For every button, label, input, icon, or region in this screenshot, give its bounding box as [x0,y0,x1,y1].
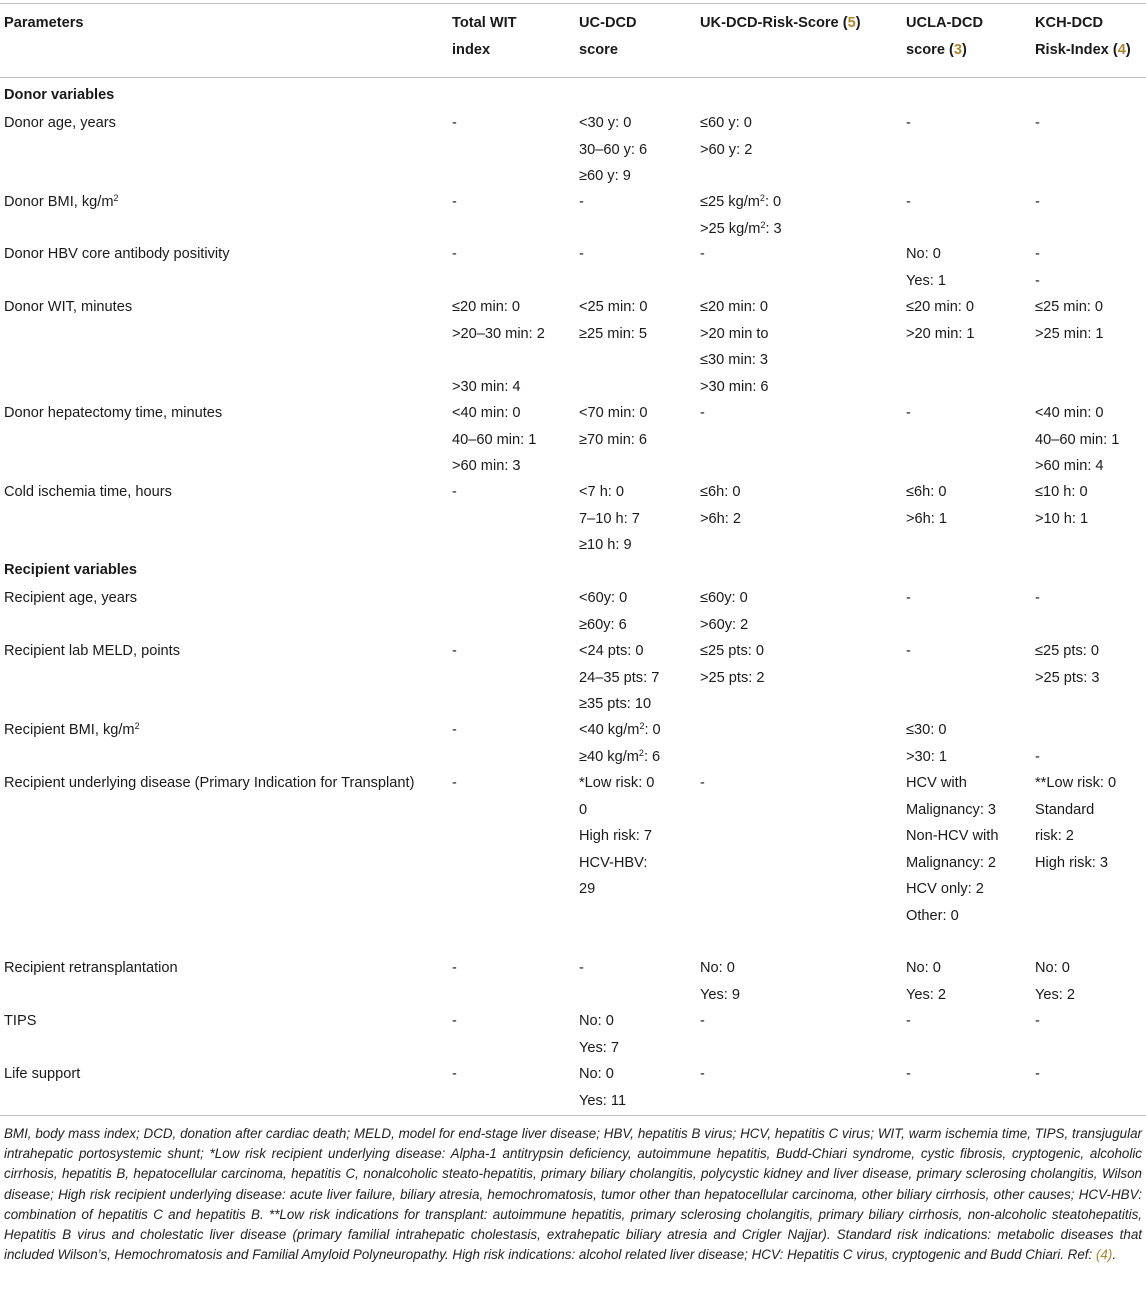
uc-dcd-cell [579,638,659,718]
cell-line: - [700,405,705,421]
cell-line: <60y: 0 [579,590,628,606]
uc-dcd-cell [579,955,584,982]
cell-line: 30–60 y: 6 [579,141,648,158]
header-rule [0,77,1146,78]
kch-dcd-cell [1035,400,1119,480]
uc-dcd-cell [579,1061,626,1114]
cell-line: Yes: 1 [906,272,947,289]
cell-line: No: 0 [579,1013,614,1029]
cell-line: - [906,643,911,659]
table-footnote: BMI, body mass index; DCD, donation after cardiac death; MELD, model for end-stage liver disease; HBV, hepatitis B virus; HCV, hepatitis C virus; WIT, warm ischemia time, TIPS, transjugular intrahepatic portosystemic shunt; *Low risk recipient underlying disease: Alpha-1 antitrypsin deficiency, autoimmune hepatitis, Budd-Chiari syndrome, cystic fibrosis, cryptogenic, alcoholic cirrhosis, hepatitis B, hepatocellular carcinoma, hepatitis C, nonalcoholic steato-hepatitis, primary biliary cholangitis, polycystic kidney and liver disease, primary sclerosing cholangitis, Wilson disease; High risk recipient underlying disease: acute liver failure, biliary atresia, hemochromatosis, tumor other than hepatocellular carcinoma, other biliary cirrhosis, other causes; HCV-HBV: combination of hepatitis C and hepatitis B. **Low risk indications for transplant: autoimmune hepatitis, primary sclerosing cholangitis, primary biliary cirrhosis, non-alcoholic steatohepatitis, Hepatitis B virus and cholestatic liver disease (primary familial intrahepatic cholestasis, extrahepatic biliary atresia and Crigler Najjar). Standard risk indications: metabolic diseases that included Wilson’s, Hemochromatosis and Familial Amyloid Polyneuropathy. High risk indications: alcohol related liver disease; HCV: Hepatitis C virus, cryptogenic and Budd Chiari. Ref: (4). [4,1126,1142,1263]
cell-line: - [452,960,457,976]
cell-line: Yes: 2 [906,986,947,1003]
kch-dcd-cell [1035,110,1040,137]
total-wit-cell [452,189,457,216]
total-wit-cell [452,638,457,665]
cell-line: ≤20 min: 0 [452,299,521,315]
cell-line: - [1035,748,1040,765]
cell-line: - [1035,115,1040,131]
ucla-dcd-cell [906,770,998,929]
uk-dcd-cell [700,955,740,1008]
cell-line: 29 [579,881,596,897]
cell-line: - [700,775,705,791]
cell-line: - [906,1066,911,1082]
cell-line: <7 h: 0 [579,484,625,500]
total-wit-cell [452,241,457,268]
parameter-label: Recipient retransplantation [4,960,178,976]
kch-dcd-cell [1035,294,1104,347]
cell-line: 24–35 pts: 7 [579,669,660,686]
kch-dcd-cell [1035,189,1040,216]
kch-dcd-cell [1035,585,1040,612]
cell-line: - [452,643,457,659]
cell-line: <40 min: 0 [1035,405,1104,421]
cell-line: - [452,484,457,500]
cell-line: ≤25 $kg/m^2$: 0 [700,193,782,210]
cell-line: 40–60 min: 1 [1035,431,1120,448]
uk-dcd-cell [700,1061,705,1088]
total-wit-cell [452,110,457,137]
cell-line: <24 pts: 0 [579,643,644,659]
cell-line: ≤30 min: 3 [700,352,769,368]
header-ucla-dcd: UCLA-DCD score (3) [906,15,984,58]
parameter-label: Cold ischemia time, hours [4,484,172,500]
kch-dcd-cell [1035,479,1088,532]
cell-line: ≤25 min: 0 [1035,299,1104,315]
uk-dcd-cell [700,294,769,400]
cell-line: ≤6h: 0 [906,484,947,500]
cell-line: No: 0 [579,1066,614,1082]
cell-line: ≤25 pts: 0 [1035,643,1099,659]
uc-dcd-cell [579,294,648,347]
uc-dcd-cell [579,585,627,638]
kch-dcd-cell [1035,770,1116,876]
uk-dcd-cell [700,638,765,691]
cell-line: - [1035,590,1040,606]
cell-line: >60 y: 2 [700,141,753,158]
total-wit-cell [452,294,545,400]
ucla-dcd-cell [906,717,947,770]
top-rule [0,3,1146,4]
cell-line: - [579,960,584,976]
ucla-dcd-cell [906,294,975,347]
uk-dcd-cell [700,110,752,163]
cell-line: HCV with [906,775,967,791]
cell-line: No: 0 [906,246,941,262]
ref-link[interactable]: 4 [1117,41,1126,58]
cell-line: >60y: 2 [700,616,749,633]
uk-dcd-cell [700,479,741,532]
cell-line: ≥40 $kg/m^2$: 6 [579,747,661,765]
parameter-label: Donor BMI, $kg/m^2$ [4,193,119,210]
cell-line: >20–30 min: 2 [452,325,545,342]
parameter-label: Donor WIT, minutes [4,299,133,315]
ref-link[interactable]: 5 [847,15,856,31]
uc-dcd-cell [579,110,647,190]
cell-line: <30 y: 0 [579,115,632,131]
cell-line: *Low risk: 0 [579,775,655,791]
cell-line: ≤10 h: 0 [1035,484,1088,500]
cell-line: >25 pts: 2 [700,669,765,686]
kch-dcd-cell [1035,638,1100,691]
cell-line: Non-HCV with [906,828,999,844]
cell-line [1035,717,1040,744]
parameter-label: Donor hepatectomy time, minutes [4,405,223,421]
cell-line: - [452,246,457,262]
cell-line: ≥70 min: 6 [579,431,648,448]
bottom-rule [0,1115,1146,1116]
cell-line: - [452,775,457,791]
uk-dcd-cell [700,1008,705,1035]
cell-line: ≤20 min: 0 [700,299,769,315]
uc-dcd-cell [579,241,584,268]
cell-line: Malignancy: 2 [906,854,997,871]
kch-dcd-cell [1035,955,1075,1008]
cell-line: >25 $kg/m^2$: 3 [700,219,782,237]
cell-line: Yes: 9 [700,986,741,1003]
cell-line: - [906,590,911,606]
parameter-label: Donor age, years [4,115,116,131]
parameter-label: Recipient lab MELD, points [4,643,181,659]
cell-line: ≥60y: 6 [579,616,627,633]
parameter-label: Recipient BMI, $kg/m^2$ [4,721,140,738]
cell-line: - [579,194,584,210]
total-wit-cell [452,1061,457,1088]
cell-line: Yes: 11 [579,1092,627,1109]
uc-dcd-cell [579,400,648,453]
header-total-wit: Total WIT index [452,15,517,58]
header-uk-dcd: UK-DCD-Risk-Score (5) [700,15,861,31]
ucla-dcd-cell [906,955,946,1008]
cell-line: >60 min: 4 [1035,458,1104,474]
uc-dcd-cell [579,479,640,559]
cell-line: risk: 2 [1035,828,1074,844]
cell-line: High risk: 3 [1035,854,1108,871]
cell-line: >25 pts: 3 [1035,669,1100,686]
header-kch-dcd: KCH-DCD Risk-Index (4) [1035,15,1131,58]
cell-line: >6h: 2 [700,510,741,527]
cell-line: ≤60y: 0 [700,590,748,606]
uk-dcd-cell [700,585,748,638]
cell-line: >30 min: 4 [452,378,521,395]
section-donor-variables: Donor variables [4,87,115,103]
total-wit-cell [452,400,536,480]
cell-line: - [906,1013,911,1029]
cell-line: >30 min: 6 [700,378,769,395]
cell-line: ≥35 pts: 10 [579,696,652,712]
header-uc-dcd: UC-DCD score [579,15,637,58]
cell-line: - [452,1066,457,1082]
cell-line: - [1035,194,1040,210]
cell-line: - [906,405,911,421]
cell-line: - [906,115,911,131]
cell-line: ≤30: 0 [906,722,947,738]
cell-line: - [700,1066,705,1082]
cell-line: ≤20 min: 0 [906,299,975,315]
cell-line: - [1035,1013,1040,1029]
uk-dcd-cell [700,400,705,427]
cell-line: ≥25 min: 5 [579,325,648,342]
header-parameters: Parameters [4,15,84,31]
cell-line: **Low risk: 0 [1035,775,1117,791]
ref-link[interactable]: 3 [953,41,962,58]
cell-line: HCV only: 2 [906,881,984,897]
cell-line [452,347,545,374]
cell-line: Other: 0 [906,907,959,924]
cell-line: - [579,246,584,262]
cell-line: >6h: 1 [906,510,947,527]
cell-line: - [700,1013,705,1029]
cell-line: - [452,1013,457,1029]
cell-line: HCV-HBV: [579,854,648,871]
cell-line: No: 0 [700,960,735,976]
uk-dcd-cell [700,241,705,268]
cell-line: 7–10 h: 7 [579,510,640,527]
cell-line: Yes: 7 [579,1039,620,1056]
ucla-dcd-cell [906,1061,911,1088]
footnote-ref-link[interactable]: (4) [1095,1247,1113,1263]
cell-line: <40 min: 0 [452,405,521,421]
parameter-label: Recipient age, years [4,590,138,606]
total-wit-cell [452,717,457,744]
section-recipient-variables: Recipient variables [4,562,138,578]
cell-line: ≤25 pts: 0 [700,643,764,659]
ucla-dcd-cell [906,189,911,216]
kch-dcd-cell [1035,1061,1040,1088]
cell-line: - [452,194,457,210]
cell-line: - [1035,272,1040,289]
cell-line: No: 0 [1035,960,1070,976]
kch-dcd-cell [1035,241,1040,294]
cell-line: - [452,115,457,131]
cell-line: No: 0 [906,960,941,976]
ucla-dcd-cell [906,638,911,665]
cell-line: <70 min: 0 [579,405,648,421]
parameter-label: Recipient underlying disease (Primary Indication for Transplant) [4,775,415,791]
cell-line: <25 min: 0 [579,299,648,315]
cell-line: - [700,246,705,262]
cell-line: - [452,722,457,738]
uk-dcd-cell [700,770,705,797]
cell-line: High risk: 7 [579,828,652,844]
cell-line: <40 $kg/m^2$: 0 [579,721,661,738]
cell-line: >60 min: 3 [452,458,521,474]
uc-dcd-cell [579,1008,619,1061]
parameter-label: TIPS [4,1013,37,1029]
cell-line: ≤6h: 0 [700,484,741,500]
cell-line: Yes: 2 [1035,986,1076,1003]
total-wit-cell [452,479,457,506]
cell-line: - [1035,246,1040,262]
ucla-dcd-cell [906,1008,911,1035]
ucla-dcd-cell [906,479,947,532]
cell-line: ≥60 y: 9 [579,168,631,184]
cell-line: >25 min: 1 [1035,325,1104,342]
cell-line: 0 [579,801,588,818]
uc-dcd-cell [579,770,654,903]
total-wit-cell [452,1008,457,1035]
cell-line: ≤60 y: 0 [700,115,752,131]
cell-line: ≥10 h: 9 [579,537,632,553]
ucla-dcd-cell [906,400,911,427]
cell-line: Standard [1035,801,1095,818]
cell-line: Malignancy: 3 [906,801,997,818]
total-wit-cell [452,955,457,982]
ucla-dcd-cell [906,585,911,612]
cell-line: >10 h: 1 [1035,510,1089,527]
uk-dcd-cell [700,189,782,242]
cell-line: - [906,194,911,210]
cell-line: >20 min: 1 [906,325,975,342]
parameter-label: Donor HBV core antibody positivity [4,246,230,262]
cell-line: 40–60 min: 1 [452,431,537,448]
ucla-dcd-cell [906,110,911,137]
cell-line: - [1035,1066,1040,1082]
parameter-label: Life support [4,1066,81,1082]
total-wit-cell [452,770,457,797]
kch-dcd-cell [1035,717,1040,770]
uc-dcd-cell [579,189,584,216]
cell-line: >20 min to [700,325,769,342]
kch-dcd-cell [1035,1008,1040,1035]
cell-line: >30: 1 [906,748,947,765]
ucla-dcd-cell [906,241,946,294]
uc-dcd-cell [579,717,661,770]
